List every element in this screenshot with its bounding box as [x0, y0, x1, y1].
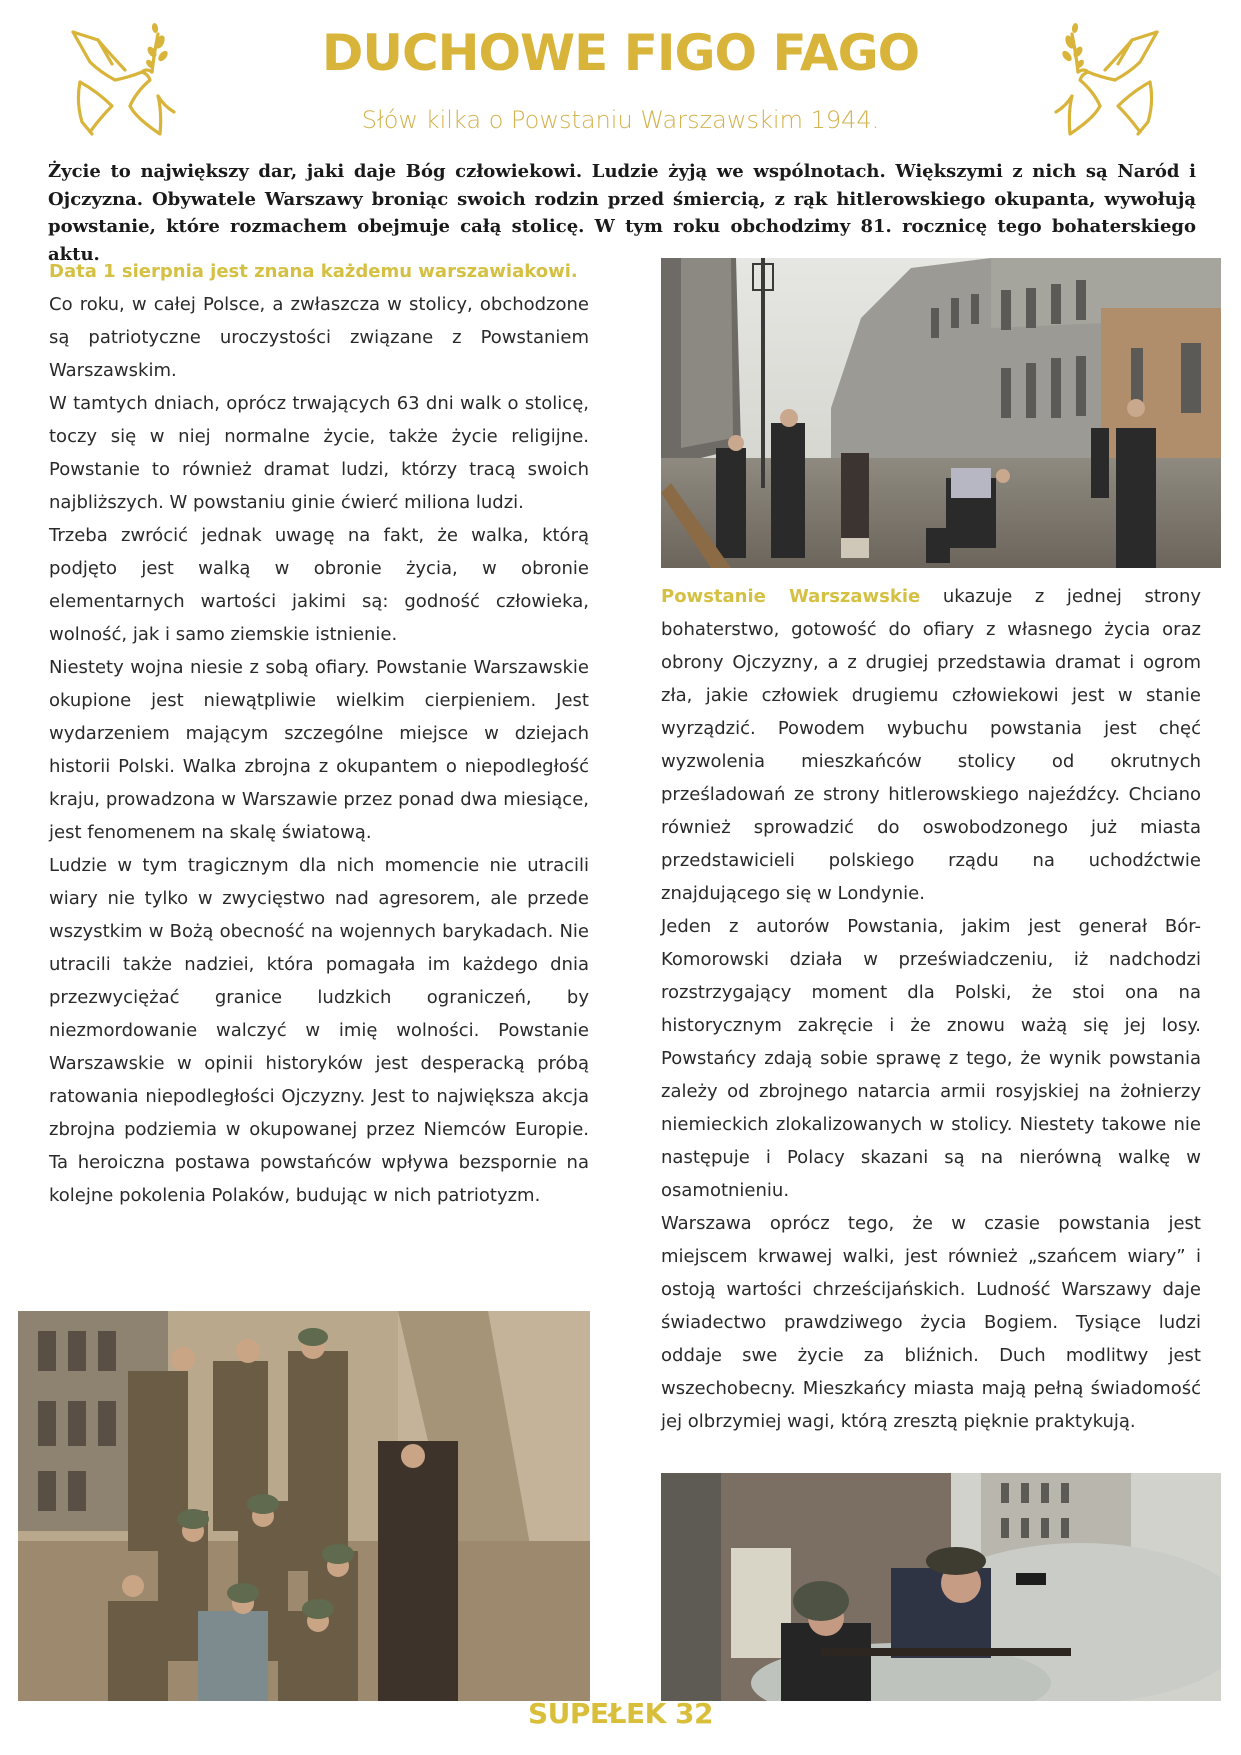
right-article-column: [661, 580, 1201, 1438]
article-paragraph: Ludzie w tym tragicznym dla nich momencie nie utracili wiary nie tylko w zwycięstwo nad agresorem, ale przede wszystkim w Bożą obecność na wojennych barykadach. Nie utracili także nadziei, która pomagała im każdego dnia przezwyciężać granice ludzkich ograniczeń, by niezmordowanie walczyć w imię wolności. Powstanie Warszawskie w opinii historyków jest desperacką próbą ratowania niepodległości Ojczyzny. Jest to największa akcja zbrojna podziemia w okupowanej przez Niemców Europie. Ta heroiczna postawa powstańców wpływa bezspornie na kolejne pokolenia Polaków, budując w nich patriotyzm.: [49, 855, 589, 1206]
lead-highlight: Powstanie Warszawskie: [661, 586, 921, 607]
article-paragraph: Niestety wojna niesie z sobą ofiary. Powstanie Warszawskie okupione jest niewątpliwie wielkim cierpieniem. Jest wydarzeniem mającym szczególne miejsce w dziejach historii Polski. Walka zbrojna z okupantem o niepodległość kraju, prowadzona w Warszawie przez ponad dwa miesiące, jest fenomenem na skalę światową.: [49, 657, 589, 843]
article-paragraph: Co roku, w całej Polsce, a zwłaszcza w stolicy, obchodzone są patriotyczne uroczystości związane z Powstaniem Warszawskim.: [49, 294, 589, 381]
street-ruins-photo: [661, 258, 1221, 568]
insurgents-group-photo: [18, 1311, 590, 1701]
lead-sentence: [49, 255, 589, 288]
article-paragraph: Powstanie Warszawskie ukazuje z jednej strony bohaterstwo, gotowość do ofiary z własnego życia oraz obrony Ojczyzny, a z drugiej przedstawia dramat i ogrom zła, jakie człowiek drugiemu człowiekowi jest w stanie wyrządzić. Powodem wybuchu powstania jest chęć wyzwolenia mieszkańców stolicy od okrutnych prześladowań ze strony hitlerowskiego najeźdźcy. Chciano również sprowadzić do oswobodzonego już miasta przedstawicieli polskiego rządu na uchodźctwie znajdującego się w Londynie.: [661, 586, 1201, 904]
page-title: DUCHOWE FIGO FAGO: [321, 24, 920, 82]
barricade-fighters-photo: [661, 1473, 1221, 1701]
article-paragraph: Jeden z autorów Powstania, jakim jest generał Bór-Komorowski działa w przeświadczeniu, iż nadchodzi rozstrzygający moment dla Polski, że stoi ona na historycznym zakręcie i że znowu ważą się jej losy. Powstańcy zdają sobie sprawę z tego, że wynik powstania zależy od zbrojnego natarcia armii rosyjskiej na żołnierzy niemieckich zlokalizowanych w stolicy. Niestety takowe nie następuje i Polacy skazani są na nierówną walkę w osamotnieniu.: [661, 916, 1201, 1201]
article-paragraph: W tamtych dniach, oprócz trwających 63 dni walk o stolicę, toczy się w niej normalne życie, także życie religijne. Powstanie to również dramat ludzi, którzy tracą swoich najbliższych. W powstaniu ginie ćwierć miliona ludzi.: [49, 393, 589, 513]
left-article-column: [49, 255, 589, 1212]
magazine-footer: SUPEŁEK 32: [527, 1697, 714, 1730]
page-subtitle: Słów kilka o Powstaniu Warszawskim 1944.: [361, 106, 880, 134]
lead-highlight: Data 1 sierpnia jest znana każdemu warszawiakowi.: [49, 261, 578, 282]
article-paragraph: Warszawa oprócz tego, że w czasie powstania jest miejscem krwawej walki, jest również „szańcem wiary” i ostoją wartości chrześcijańskich. Ludność Warszawy daje świadectwo prawdziwego życia Bogiem. Tysiące ludzi oddaje swe życie za bliźnich. Duch modlitwy jest wszechobecny. Mieszkańcy miasta mają pełną świadomość jej olbrzymiej wagi, którą zresztą pięknie praktykują.: [661, 1213, 1201, 1432]
article-paragraph: Trzeba zwrócić jednak uwagę na fakt, że walka, którą podjęto jest walką w obronie życia, w obronie elementarnych wartości jakimi są: godność człowieka, wolność, jak i samo ziemskie istnienie.: [49, 525, 589, 645]
intro-paragraph: Życie to największy dar, jaki daje Bóg człowiekowi. Ludzie żyją we wspólnotach. Większymi z nich są Naród i Ojczyzna. Obywatele Warszawy broniąc swoich rodzin przed śmiercią, z rąk hitlerowskiego okupanta, wywołują powstanie, które rozmachem obejmuje całą stolicę. W tym roku obchodzimy 81. rocznicę tego bohaterskiego aktu.: [48, 161, 1196, 265]
